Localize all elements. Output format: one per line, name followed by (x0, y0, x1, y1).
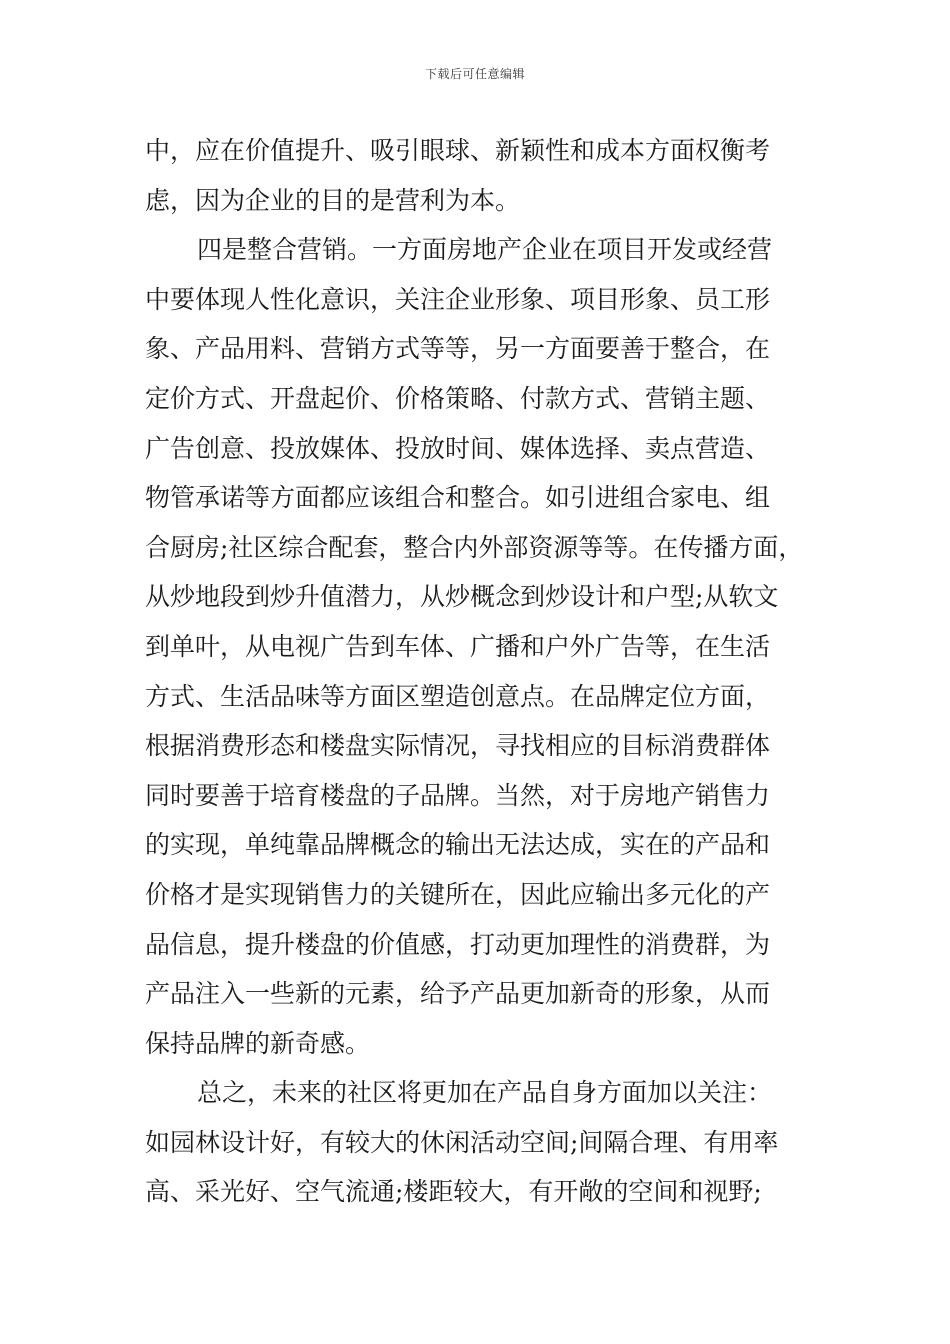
text-line: 定价方式、开盘起价、价格策略、付款方式、营销主题、 (145, 383, 771, 413)
text-line: 合厨房;社区综合配套，整合内外部资源等等。在传播方面， (145, 532, 804, 562)
text-line: 根据消费形态和楼盘实际情况，寻找相应的目标消费群体 (145, 731, 771, 761)
text-line: 物管承诺等方面都应该组合和整合。如引进组合家电、组 (145, 483, 771, 513)
text-line: 象、产品用料、营销方式等等，另一方面要善于整合，在 (145, 334, 771, 364)
page-header: 下载后可任意编辑 (424, 67, 525, 81)
text-line: 到单叶，从电视广告到车体、广播和户外广告等，在生活 (145, 631, 771, 661)
text-line: 从炒地段到炒升值潜力，从炒概念到炒设计和户型;从软文 (145, 582, 779, 612)
text-line: 的实现，单纯靠品牌概念的输出无法达成，实在的产品和 (145, 830, 771, 860)
text-line: 同时要善于培育楼盘的子品牌。当然，对于房地产销售力 (145, 780, 771, 810)
text-line: 虑，因为企业的目的是营利为本。 (145, 185, 521, 215)
text-line: 品信息，提升楼盘的价值感，打动更加理性的消费群，为 (145, 929, 771, 959)
paragraph-start-line: 总之，未来的社区将更加在产品自身方面加以关注： (197, 1078, 773, 1108)
text-line: 高、采光好、空气流通;楼距较大，有开敞的空间和视野; (145, 1177, 762, 1207)
paragraph-start-line: 四是整合营销。一方面房地产企业在项目开发或经营 (197, 235, 773, 265)
document-body (145, 126, 845, 1217)
text-line: 保持品牌的新奇感。 (145, 1028, 371, 1058)
text-line: 方式、生活品味等方面区塑造创意点。在品牌定位方面， (145, 681, 771, 711)
text-line: 广告创意、投放媒体、投放时间、媒体选择、卖点营造、 (145, 433, 771, 463)
text-line: 产品注入一些新的元素，给予产品更加新奇的形象，从而 (145, 979, 771, 1009)
text-line: 如园林设计好，有较大的休闲活动空间;间隔合理、有用率 (145, 1127, 779, 1157)
text-line: 中，应在价值提升、吸引眼球、新颖性和成本方面权衡考 (145, 136, 771, 165)
text-line: 中要体现人性化意识，关注企业形象、项目形象、员工形 (145, 284, 771, 314)
text-line: 价格才是实现销售力的关键所在，因此应输出多元化的产 (145, 879, 771, 909)
